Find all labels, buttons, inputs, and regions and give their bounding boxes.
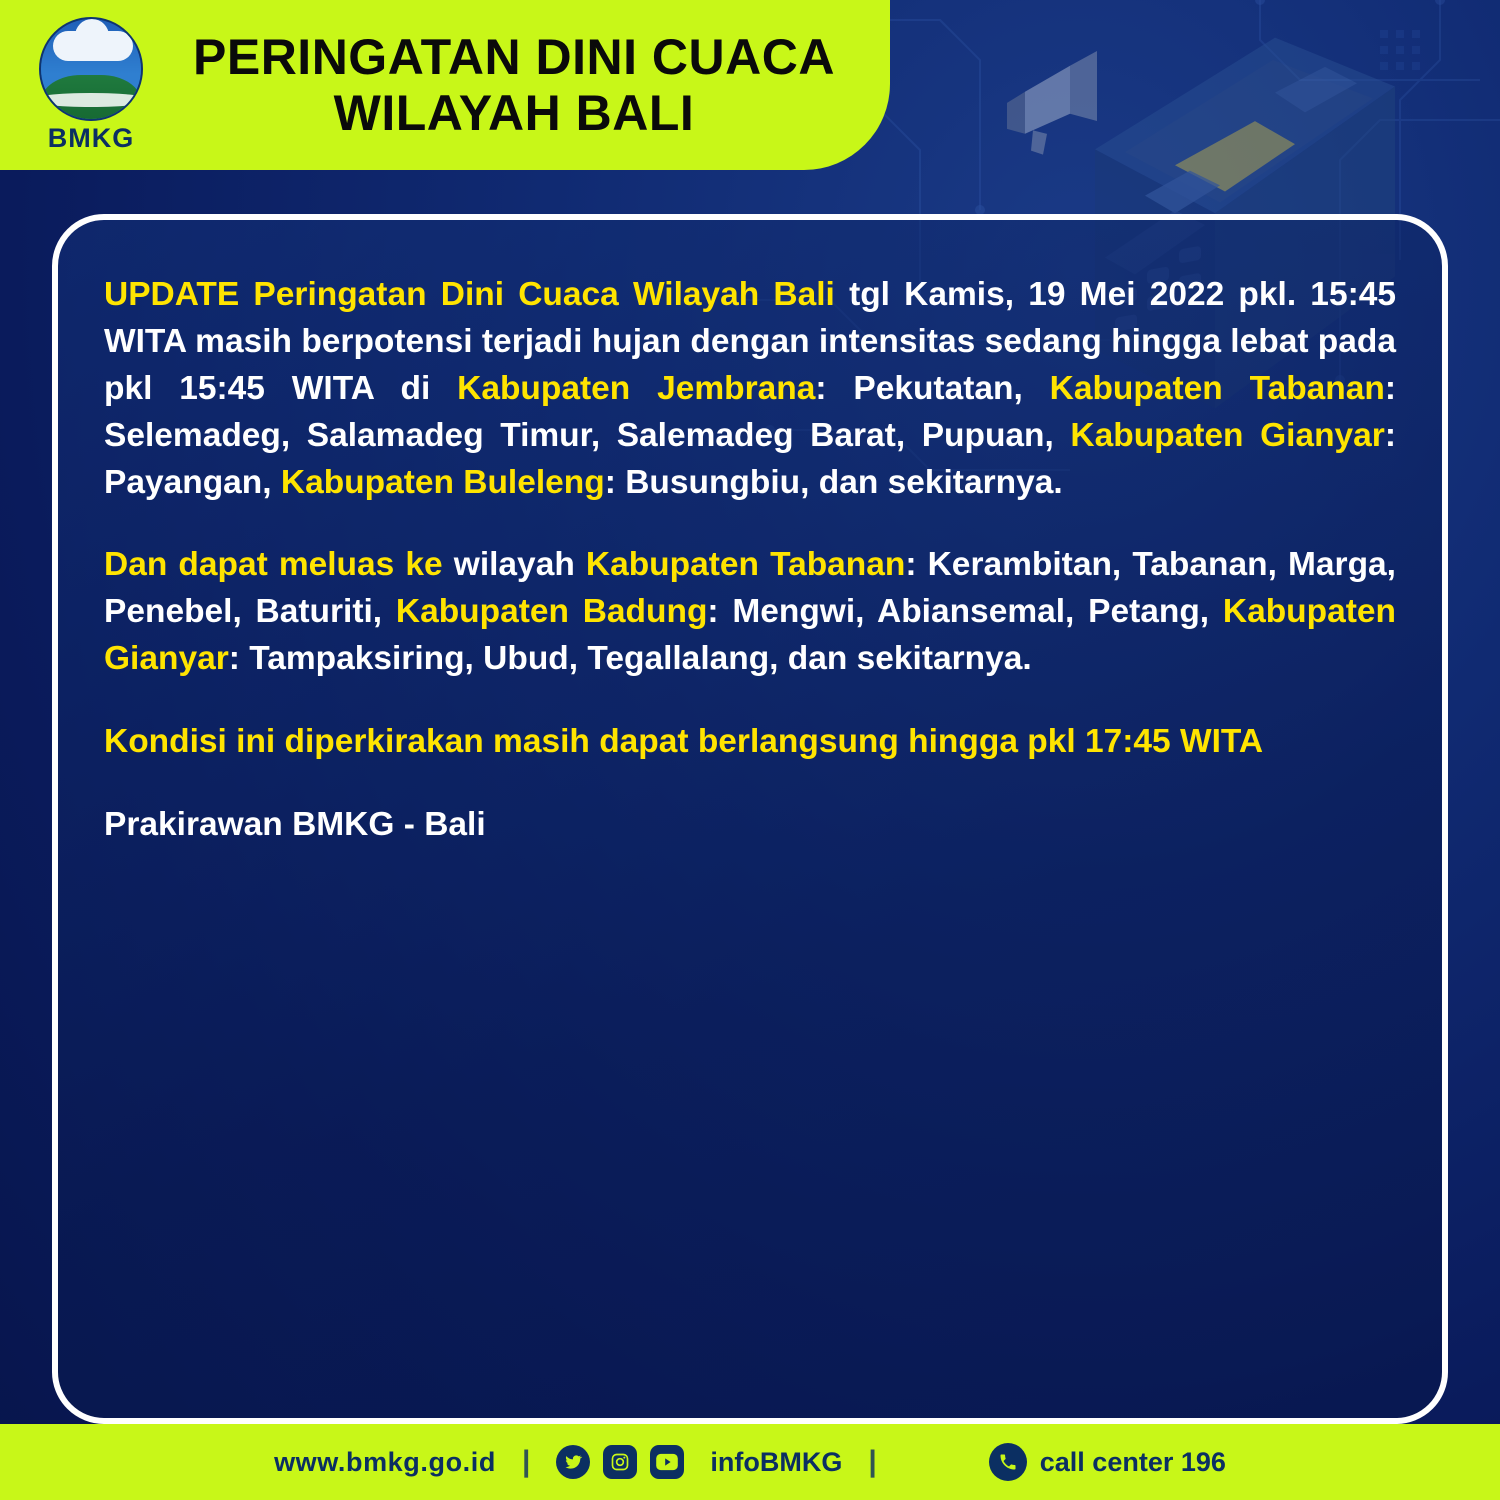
page-title-line1: PERINGATAN DINI CUACA xyxy=(193,29,835,85)
footer-divider-right: | xyxy=(868,1445,877,1478)
instagram-icon[interactable] xyxy=(603,1445,637,1479)
footer-call-center[interactable] xyxy=(989,1443,1226,1481)
highlighted-text: Dan dapat meluas ke xyxy=(104,546,443,584)
footer-divider-left: | xyxy=(521,1445,531,1478)
highlighted-text: Kabupaten Gianyar xyxy=(1070,416,1385,454)
body-text: : Selemadeg, Salamadeg Timur, Salemadeg Barat, Pupuan, xyxy=(104,369,1397,454)
page-title-line2: WILAYAH BALI xyxy=(333,85,695,141)
highlighted-text: Kabupaten Gianyar xyxy=(104,593,1396,678)
body-text: : Pekutatan, xyxy=(815,369,1050,407)
body-text: tgl Kamis, 19 Mei 2022 pkl. 15:45 WITA masih berpotensi terjadi hujan dengan intensitas sedang hingga lebat pada pkl 15:45 WITA di xyxy=(104,276,1396,407)
warning-signature xyxy=(104,802,1396,849)
youtube-icon[interactable] xyxy=(650,1445,684,1479)
highlighted-text: Kabupaten Jembrana xyxy=(457,369,816,407)
warning-paragraph-3 xyxy=(104,719,1396,766)
body-text: : Kerambitan, Tabanan, Marga, Penebel, Baturiti, xyxy=(104,546,1396,631)
highlighted-text: Kabupaten Buleleng xyxy=(280,463,605,501)
body-text: : Payangan, xyxy=(104,416,1396,501)
body-text: Prakirawan BMKG - Bali xyxy=(104,806,486,844)
call-center-text: call center 196 xyxy=(1039,1446,1226,1477)
bmkg-logo xyxy=(16,10,166,160)
warning-content-panel xyxy=(52,214,1448,1424)
footer-social-handle[interactable]: infoBMKG xyxy=(710,1446,843,1477)
warning-paragraph-1 xyxy=(104,272,1396,506)
body-text: wilayah xyxy=(442,546,586,584)
body-text: : Busungbiu, dan sekitarnya. xyxy=(604,463,1063,501)
body-text: : Mengwi, Abiansemal, Petang, xyxy=(707,593,1223,631)
page-title xyxy=(166,29,890,141)
header-bar xyxy=(0,0,890,170)
highlighted-text: Kabupaten Tabanan xyxy=(585,546,906,584)
footer-bar xyxy=(0,1424,1500,1500)
bmkg-logo-text: BMKG xyxy=(47,122,135,153)
highlighted-text: Kondisi ini diperkirakan masih dapat berlangsung hingga pkl 17:45 WITA xyxy=(104,723,1264,761)
footer-social-icons xyxy=(556,1445,684,1479)
highlighted-text: UPDATE Peringatan Dini Cuaca Wilayah Bali xyxy=(104,276,835,313)
warning-paragraph-2 xyxy=(104,542,1396,683)
phone-icon xyxy=(989,1443,1027,1481)
body-text: : Tampaksiring, Ubud, Tegallalang, dan sekitarnya. xyxy=(228,640,1032,678)
bmkg-logo-icon xyxy=(39,17,143,121)
twitter-icon[interactable] xyxy=(556,1445,590,1479)
highlighted-text: Kabupaten Badung xyxy=(395,593,708,631)
highlighted-text: Kabupaten Tabanan xyxy=(1049,369,1385,407)
footer-website[interactable]: www.bmkg.go.id xyxy=(274,1446,496,1477)
